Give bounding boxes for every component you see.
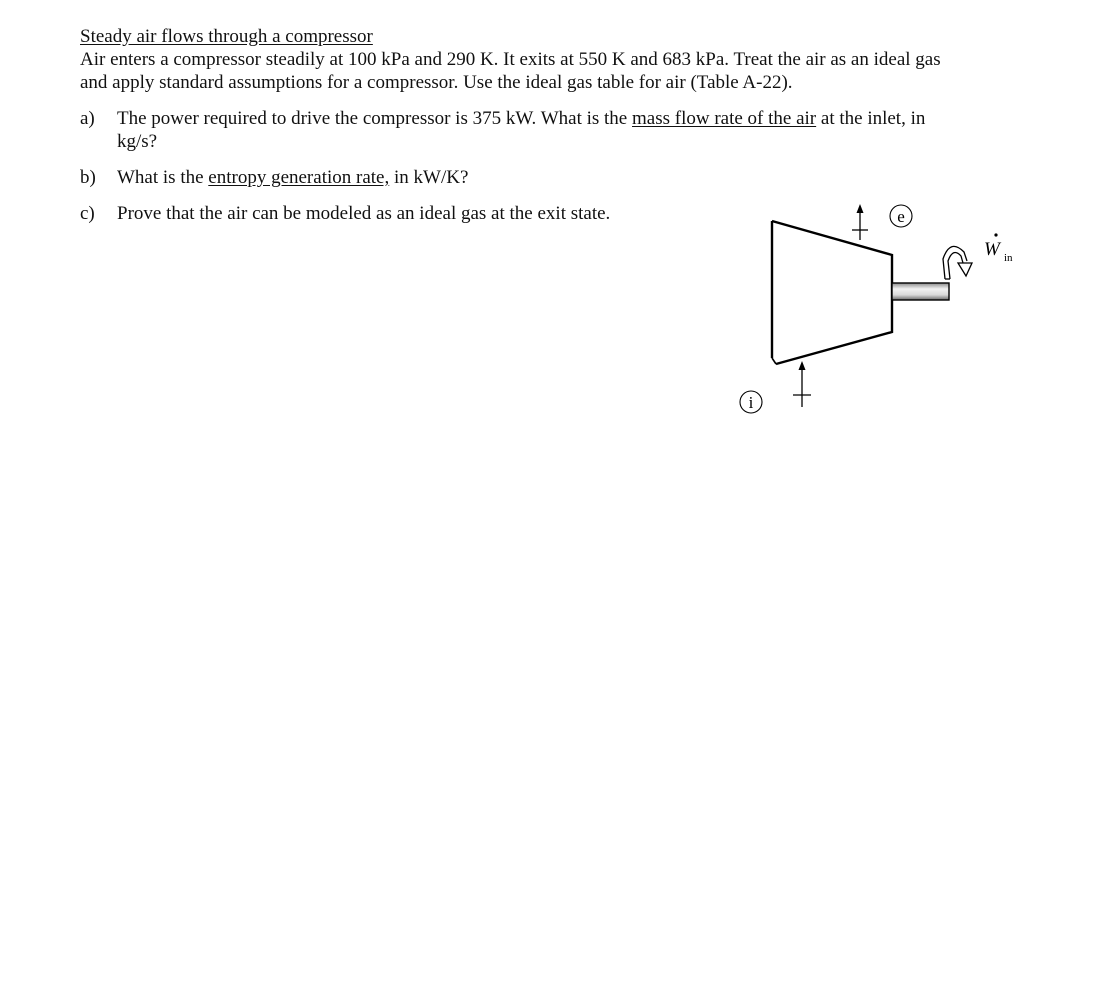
question-a-line-2: kg/s? — [117, 130, 158, 152]
work-dot — [994, 233, 997, 236]
question-a-text-post: at the inlet, in — [816, 108, 926, 129]
inlet-state-label: i — [748, 393, 754, 412]
question-b-text — [117, 167, 1017, 190]
question-c-line-1: Prove that the air can be modeled as an ideal gas at the exit state. — [117, 203, 611, 224]
question-b-text-post: in kW/K? — [389, 167, 469, 188]
question-c-label: c) — [80, 203, 95, 224]
question-b-text-pre: What is the — [117, 167, 209, 188]
compressor-diagram — [720, 196, 1030, 426]
question-a-label: a) — [80, 108, 95, 129]
question-a-text-pre: The power required to drive the compressor is 375 kW. What is the — [117, 108, 632, 129]
work-subscript: in — [1004, 252, 1013, 264]
statement-line-1: Air enters a compressor steadily at 100 kPa and 290 K. It exits at 550 K and 683 kPa. Treat the air as an ideal gas — [80, 49, 941, 70]
exit-arrow-head — [857, 204, 864, 213]
work-input-label — [984, 233, 1013, 264]
exit-state-label: e — [897, 207, 905, 226]
problem-heading: Steady air flows through a compressor — [80, 26, 373, 47]
statement-line-2: and apply standard assumptions for a compressor. Use the ideal gas table for air (Table A-22). — [80, 71, 793, 93]
question-a-underlined: mass flow rate of the air — [632, 108, 817, 129]
question-b-underlined: entropy generation rate, — [208, 167, 390, 188]
compressor-corner — [772, 358, 776, 364]
exit-flow-arrow — [852, 204, 868, 240]
question-a-line-1 — [117, 108, 1017, 131]
inlet-state-marker — [740, 391, 762, 413]
problem-statement — [80, 49, 1080, 94]
inlet-flow-arrow — [793, 361, 811, 407]
inlet-arrow-head — [799, 361, 806, 370]
exit-state-marker — [890, 205, 912, 227]
compressor-body — [772, 221, 892, 364]
question-a-text — [117, 108, 1017, 153]
question-b-line-1 — [117, 167, 1017, 190]
work-symbol: W — [984, 239, 1000, 260]
compressor-outline — [772, 221, 892, 364]
rotation-arrow-icon — [943, 246, 972, 279]
drive-shaft — [892, 283, 949, 300]
question-b-label: b) — [80, 167, 96, 188]
